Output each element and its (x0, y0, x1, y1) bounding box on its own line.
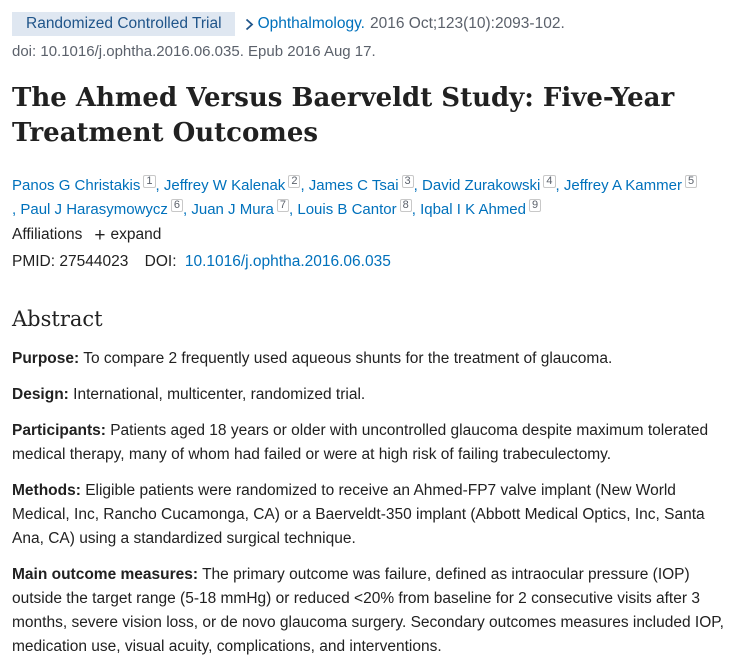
affiliation-number[interactable]: 9 (529, 199, 541, 212)
author-item (20, 201, 183, 218)
author-link[interactable]: Louis B Cantor (297, 201, 397, 218)
abstract-main-outcome (12, 563, 730, 659)
affiliations-row (12, 226, 161, 244)
author-item (420, 201, 541, 218)
abstract-design (12, 383, 730, 407)
affiliation-number[interactable]: 7 (277, 199, 289, 212)
affiliation-number[interactable]: 8 (400, 199, 412, 212)
section-label: Main outcome measures: (12, 566, 199, 583)
doi-link[interactable]: 10.1016/j.ophtha.2016.06.035 (184, 253, 391, 270)
publication-type-badge: Randomized Controlled Trial (12, 12, 235, 36)
pmid-value: 27544023 (59, 253, 129, 270)
section-text: Patients aged 18 years or older with uncontrolled glaucoma despite maximum tolerated medical therapy, many of whom had failed or were at high risk of failing trabeculectomy. (12, 422, 709, 463)
abstract-methods (12, 479, 730, 551)
section-label: Purpose: (12, 350, 80, 367)
citation-text: 2016 Oct;123(10):2093-102. (370, 15, 565, 32)
affiliation-number[interactable]: 4 (543, 175, 555, 188)
author-item (422, 177, 556, 194)
affiliations-label: Affiliations (12, 226, 83, 243)
author-item (164, 177, 301, 194)
pmid-label: PMID: (12, 253, 56, 270)
publication-line (12, 12, 565, 36)
affiliation-number[interactable]: 1 (143, 175, 155, 188)
affiliation-number[interactable]: 2 (288, 175, 300, 188)
abstract-purpose (12, 347, 730, 371)
author-link[interactable]: James C Tsai (308, 177, 399, 194)
author-link[interactable]: Juan J Mura (191, 201, 274, 218)
author-item (12, 177, 156, 194)
author-item (191, 201, 289, 218)
author-item (297, 201, 411, 218)
journal-link[interactable]: Ophthalmology. (257, 15, 365, 32)
affiliation-number[interactable]: 3 (402, 175, 414, 188)
author-list: Panos G Christakis $^1$ , Jeffrey W Kalenak $^2$ , James C Tsai $^3$ , David Zurakowski $^4$ , Jeffrey A Kammer $^5$ , Paul J Harasymowycz $^6$ , Juan J Mura $^7$ , Louis B Cantor $^8$ , Iqbal I K Ahmed $^9$ (12, 174, 732, 222)
affiliation-number[interactable]: 5 (685, 175, 697, 188)
identifiers-row (12, 253, 391, 271)
abstract-participants (12, 419, 730, 467)
author-link[interactable]: Jeffrey W Kalenak (163, 177, 286, 194)
chevron-right-icon[interactable] (245, 18, 254, 31)
author-link[interactable]: Panos G Christakis (12, 177, 141, 194)
plus-icon: + (94, 224, 106, 246)
author-link[interactable]: David Zurakowski (422, 177, 541, 194)
expand-affiliations-button[interactable] (94, 226, 161, 244)
doi-label: DOI: (144, 253, 177, 270)
section-text: The primary outcome was failure, defined as intraocular pressure (IOP) outside the target range (5-18 mmHg) or reduced <20% from baseline for 2 consecutive visits after 3 months, severe vision loss, or de novo glaucoma surgery. Secondary outcomes measures included IOP, medication use, visual acuity, complications, and interventions. (12, 566, 724, 655)
expand-label: expand (110, 226, 162, 243)
section-text: International, multicenter, randomized trial. (73, 386, 366, 403)
section-text: Eligible patients were randomized to receive an Ahmed-FP7 valve implant (New World Medical, Inc, Rancho Cucamonga, CA) or a Baerveldt-350 implant (Abbott Medical Optics, Inc, Santa Ana, CA) using a standardized surgical technique. (12, 482, 705, 547)
author-link[interactable]: Jeffrey A Kammer (563, 177, 682, 194)
author-link[interactable]: Iqbal I K Ahmed (420, 201, 526, 218)
section-text: To compare 2 frequently used aqueous shunts for the treatment of glaucoma. (83, 350, 613, 367)
abstract-heading: Abstract (12, 307, 103, 331)
section-label: Design: (12, 386, 69, 403)
section-label: Participants: (12, 422, 106, 439)
section-label: Methods: (12, 482, 81, 499)
doi-epub-line: doi: 10.1016/j.ophtha.2016.06.035. Epub 2016 Aug 17. (12, 43, 376, 60)
author-link[interactable]: Paul J Harasymowycz (20, 201, 168, 218)
author-item (309, 177, 414, 194)
affiliation-number[interactable]: 6 (171, 199, 183, 212)
article-title: The Ahmed Versus Baerveldt Study: Five-Year Treatment Outcomes (12, 83, 675, 148)
author-item (564, 177, 697, 194)
